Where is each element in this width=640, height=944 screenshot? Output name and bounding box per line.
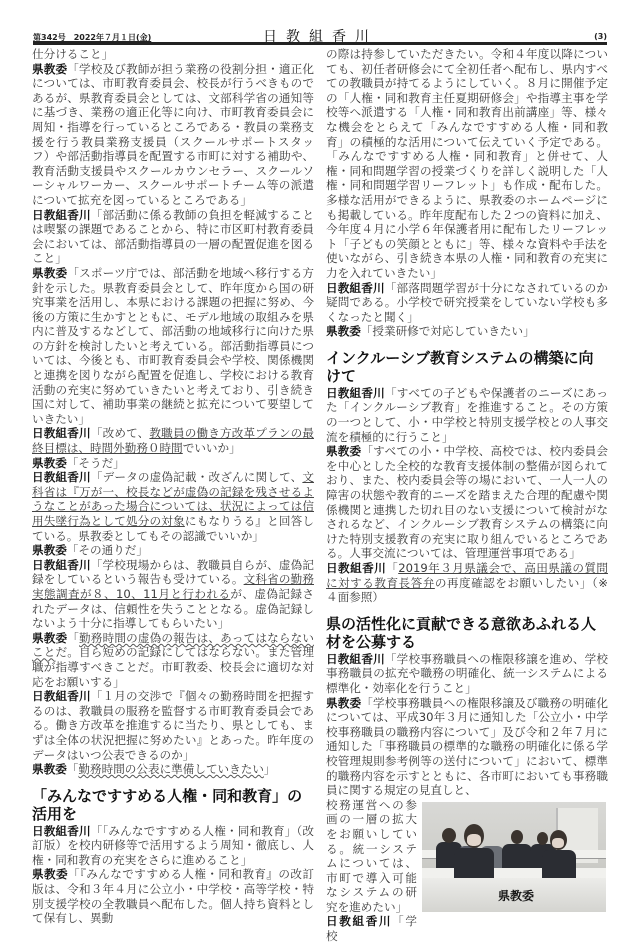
paragraph-text: が、虚偽記録されたデータは、信頼性を失うこととなる。虚偽記録しないよう十分に指導してもらいたい」 (32, 586, 314, 631)
speaker-label: 県教委 (32, 867, 69, 882)
speaker-label: 日教組香川 (32, 689, 91, 704)
speaker-label: 日教組香川 (32, 426, 91, 441)
paragraph-text: の際は持参していただきたい。令和４年度以降についても、初任者研修会にて全初任者へ配布し、県内すべての教職員が持てるようにしていく。８月に開催予定の「人権・同和教育主任夏期研修会」や指導主事を学校等へ派遣する「人権・同和教育出前講座」等、様々な機会をとらえて「みんなですすめる人権・同和教育」の積極的な活用について伝えていく予定である。「みんなですすめる人権・同和教育」と併せて、人権・同和問題学習の授業づくりを詳しく説明した「人権・同和問題学習リーフレット」も作成・配布した。多様な活用ができるように、県教委のホームページにも掲載している。昨年度配布した２つの資料に加え、今年度４月に小学６年保護者用に配布したリーフレット「子どもの笑顔とともに」等、様々な資料や手法を使いながら、引き続き本県の人権・同和教育の充実に力を入れていきたい」 (326, 47, 608, 280)
speaker-label: 日教組香川 (32, 470, 91, 485)
dialogue-paragraph (326, 386, 608, 444)
paragraph-text: 「すべての子どもや保護者のニーズにあった「インクルーシブ教育」を推進すること。その方策の一つとして、小・中学校と特別支援学校との人事交流を積極的に行うこと」 (326, 385, 608, 444)
speaker-label: 日教組香川 (326, 914, 393, 929)
speaker-label: 県教委 (32, 762, 67, 777)
speaker-label: 県教委 (32, 630, 68, 645)
dialogue-paragraph (326, 47, 608, 281)
dialogue-paragraph (32, 47, 314, 62)
dialogue-paragraph (326, 281, 608, 325)
speaker-label: 県教委 (32, 455, 67, 470)
dialogue-paragraph (32, 543, 314, 558)
dialogue-paragraph (326, 561, 608, 605)
dialogue-paragraph (32, 470, 314, 543)
dialogue-paragraph (32, 426, 314, 455)
paragraph-text: 「学校及び教師が担う業務の役割分担・適正化については、市町教育委員会、校長が行うべきものであるが、県教育委員会としては、文部科学省の通知等に基づき、業務の適正化等に向け、市町教育委員会に周知・指導を行っているところである・教員の業務支援を行う教員業務支援員（スクールサポートスタッフ）や部活動指導員を配置する市町に対する補助や、教育活動支援員やスクールカウンセラー、スクールソーシャルワーカー、スクールサポートチーム等の派遣について拡充を図っているところである」 (32, 61, 314, 207)
meeting-photo (422, 802, 606, 912)
paragraph-text: 「その通りだ」 (66, 543, 148, 558)
speaker-label: 県教委 (32, 543, 67, 558)
paragraph-text: 「学校現場からは、教職員自らが、虚偽記録をしているという報告も受けている。 (32, 557, 314, 587)
paragraph-text: 「１月の交渉で『個々の勤務時間を把握するのは、教職員の服務を監督する市町教育委員会である。働き方改革を推進するに当たり、県としても、まずは全体の状況把握に努めたい』とあった。昨年度のデータはいつ公表できるのか」 (32, 689, 314, 762)
dialogue-paragraph (32, 824, 314, 868)
section-heading: インクルーシブ教育システムの構築に向けて (326, 348, 594, 385)
dialogue-paragraph (32, 62, 314, 208)
paragraph-text: 「 (386, 561, 399, 575)
dialogue-paragraph (32, 208, 314, 266)
speaker-label: 県教委 (326, 324, 361, 339)
paragraph-text: 「すべての小・中学校、高校では、校内委員会を中心とした全校的な教育支援体制の整備が図られており、また、校内委員会等の場において、一人一人の障害の状態や教育的ニーズを踏まえた合理的配慮や関係機関と連携した切れ目のない支援について検討がなされるなど、インクルーシブ教育システムの構築に向けた特別支援教育の充実に取り組んでいるところである。人事交流については、管理運営事項である」 (326, 444, 608, 561)
dialogue-paragraph (326, 652, 608, 696)
paragraph-text: 「学校事務職員への権限移譲を進め、学校事務職員の拡充や職務の明確化、統一システムによる標準化・効率化を行うこと」 (326, 651, 608, 695)
underlined-text: 勤務時間の虚偽の報告は、あってはならないこと (32, 630, 314, 660)
paragraph-text: でいいか」 (182, 441, 241, 456)
dialogue-paragraph (32, 631, 314, 689)
dialogue-paragraph (32, 558, 314, 631)
paragraph-text: 「そうだ」 (66, 455, 125, 470)
photo-wrap-section (326, 798, 608, 944)
paragraph-text: 「部落問題学習が十分になされているのか疑問である。小学校で研究授業をしていない学校も多くなったと聞く」 (326, 280, 608, 324)
dialogue-paragraph (32, 762, 314, 777)
underlined-text: 教職員の働き方改革プランの最終目標は、時間外勤務０時間 (32, 426, 314, 456)
paragraph-text: 「授業研修で対応していきたい」 (360, 324, 535, 339)
speaker-label: 日教組香川 (326, 651, 385, 666)
paragraph-text: 「学校事務職員への権限移譲及び職務の明確化については、平成30年３月に通知した「公立小・中学校事務職員の職務内容について」及び令和２年７月に通知した「事務職員の標準的な職務の明確化に係る学校管理規則参考例等の送付について」において、標準的職務内容を示すとともに、各市町においても事務職員に関する規定の見直しと、 (326, 695, 608, 798)
paragraph-text: 「改めて、 (90, 426, 150, 441)
left-column (32, 47, 314, 926)
underlined-text: 勤務時間の公表に準備していきたい (78, 762, 264, 777)
issue-date: 第342号 2022年７月１日(金) (33, 33, 152, 42)
speaker-label: 日教組香川 (326, 561, 387, 575)
paragraph-text: 「部活動に係る教師の負担を軽減することは喫緊の課題であることから、特に市区町村教育委員会においては、部活動指導員の一層の配置促進を図ること」 (32, 207, 314, 266)
speaker-label: 日教組香川 (326, 385, 385, 400)
speaker-label: 日教組香川 (32, 823, 91, 838)
paragraph-text: 「『みんなですすめる人権・同和教育』の改訂版は、令和３年４月に公立小・中学校・高等学校・特別支援学校の全教職員へ配布した。個人持ち資料として保有し、異動 (32, 867, 314, 926)
speaker-label: 日教組香川 (32, 207, 91, 222)
paragraph-text: 「データの虚偽記載・改ざんに関して、 (90, 470, 303, 485)
paragraph-text: にもなりうる』と回答している。県教委としてもその認識でいいか」 (32, 514, 314, 543)
section-heading: 「みんなですすめる人権・同和教育」の活用を (32, 786, 303, 823)
speaker-label: 県教委 (326, 444, 362, 459)
paragraph-text: 「 (67, 630, 80, 645)
paragraph-text: 「学校 (326, 914, 417, 944)
paragraph-text: 「スポーツ庁では、部活動を地域へ移行する方針を示した。県教育委員会として、昨年度から国の研究事業を活用し、本県における課題の把握に努め、今後の方策に生かすとともに、モデル地域の取組みを県内に普及するなどして、部活動の地域移行に向けた県の方針を検討したいと考えている。部活動指導員については、今後とも、市町教育委員会や学校、関係機関と連携を図りながら配置を促進し、学校における教育活動の充実に努めていきたいと考えており、引き続き国に対して、補助事業の継続と拡充について要望していきたい」 (32, 265, 314, 426)
speaker-label: 日教組香川 (326, 280, 385, 295)
paragraph-text: の再度確認をお願いしたい」（※４面参照） (326, 575, 608, 605)
dialogue-paragraph (326, 798, 417, 915)
dialogue-paragraph (326, 324, 608, 339)
page-number: (3) (594, 32, 607, 41)
photo-caption: 県教委 (498, 889, 535, 904)
dialogue-paragraph (32, 867, 314, 925)
dialogue-paragraph (326, 444, 608, 561)
speaker-label: 県教委 (326, 695, 362, 710)
dialogue-paragraph (326, 914, 417, 943)
right-column (326, 47, 608, 944)
paragraph-text: 仕分けること」 (32, 47, 114, 61)
dialogue-paragraph (32, 266, 314, 427)
paragraph-text: 「「みんなですすめる人権・同和教育」（改訂版）を校内研修等で活用するよう周知・徹底し、人権・同和教育の充実をさらに進めること」 (32, 823, 314, 867)
speaker-label: 県教委 (32, 61, 68, 76)
paragraph-text: 校務運営への参画の一層の拡大をお願いしている。統一システムについては、市町で導入可能なシステムの研究を進めたい」 (326, 797, 417, 914)
dialogue-paragraph (32, 456, 314, 471)
speaker-label: 県教委 (32, 265, 68, 280)
speaker-label: 日教組香川 (32, 557, 91, 572)
masthead (33, 28, 607, 45)
paragraph-text: だ。自ら短めの記録にしてはならない。また管理職が指導すべきことだ。市町教委、校長会に適切な対応をお願いする」 (32, 645, 314, 689)
paragraph-text: 」 (263, 762, 276, 777)
underlined-text: 2019年３月県議会で、高田県議の質問に対する教育長答弁 (326, 561, 608, 590)
newsletter-title: 日教組香川 (263, 29, 378, 45)
paragraph-text: 「 (66, 762, 79, 777)
dialogue-paragraph (32, 689, 314, 762)
section-heading: 県の活性化に貢献できる意欲あふれる人材を公募する (326, 614, 597, 651)
underlined-text: 文科省は『万が一、校長などが虚偽の記録を残させるようなことがあった場合については、状況によっては信用失墜行為として処分の対象 (32, 470, 314, 528)
underlined-text: 文科省の勤務実態調査が８、10、11月と行われる (32, 572, 314, 601)
dialogue-paragraph (326, 696, 608, 798)
